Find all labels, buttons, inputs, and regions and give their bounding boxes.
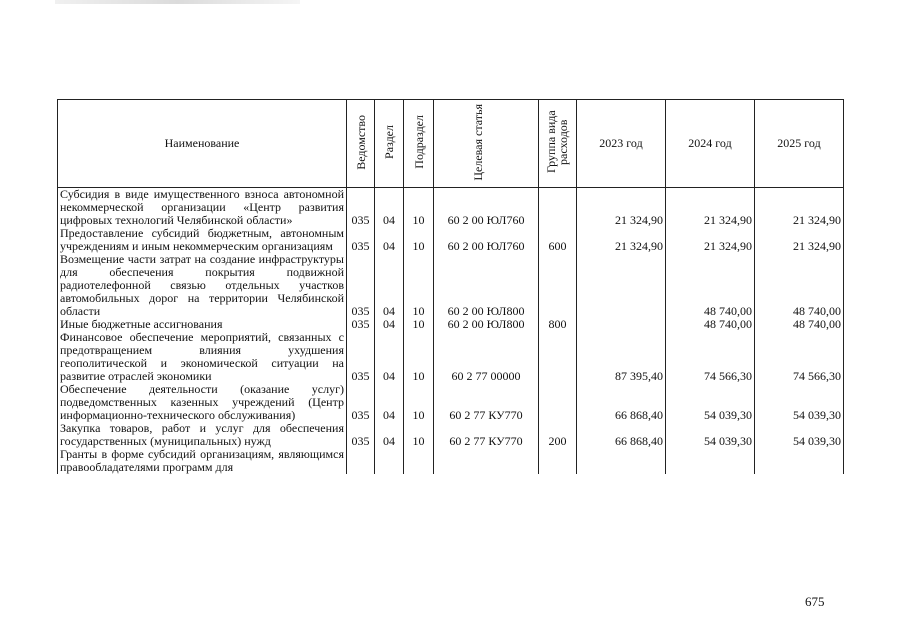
row-2025: 48 740,00	[755, 253, 844, 318]
header-department: Ведомство	[347, 100, 375, 188]
row-department	[347, 448, 375, 474]
row-name: Иные бюджетные ассигнования	[58, 318, 347, 331]
row-department: 035	[347, 188, 375, 228]
row-section: 04	[375, 253, 404, 318]
row-department: 035	[347, 318, 375, 331]
row-name: Финансовое обеспечение мероприятий, связанных с предотвращением влияния ухудшения геополитической и экономической ситуации на развитие отраслей экономики	[58, 331, 347, 383]
row-2024: 54 039,30	[666, 422, 755, 448]
row-department: 035	[347, 422, 375, 448]
row-expense-group: 200	[539, 422, 577, 448]
row-name: Гранты в форме субсидий организациям, являющимся правообладателями программ для	[58, 448, 347, 474]
row-department: 035	[347, 331, 375, 383]
row-section: 04	[375, 383, 404, 422]
row-section	[375, 448, 404, 474]
row-section: 04	[375, 422, 404, 448]
header-year-2023: 2023 год	[577, 100, 666, 188]
row-expense-group: 800	[539, 318, 577, 331]
row-department: 035	[347, 227, 375, 253]
row-2023: 66 868,40	[577, 422, 666, 448]
row-2023: 87 395,40	[577, 331, 666, 383]
row-expense-group	[539, 448, 577, 474]
table-row	[58, 227, 844, 253]
row-2024: 48 740,00	[666, 253, 755, 318]
row-department: 035	[347, 383, 375, 422]
row-2025: 21 324,90	[755, 227, 844, 253]
row-2023	[577, 448, 666, 474]
header-subsection: Подраздел	[404, 100, 434, 188]
row-2025	[755, 448, 844, 474]
row-2025: 21 324,90	[755, 188, 844, 228]
table-row	[58, 383, 844, 422]
row-name: Субсидия в виде имущественного взноса автономной некоммерческой организации «Центр развития цифровых технологий Челябинской области»	[58, 188, 347, 228]
header-section: Раздел	[375, 100, 404, 188]
row-name: Обеспечение деятельности (оказание услуг) подведомственных казенных учреждений (Центр информационно-технического обслуживания)	[58, 383, 347, 422]
budget-table	[57, 99, 844, 474]
row-2024: 74 566,30	[666, 331, 755, 383]
row-expense-group	[539, 331, 577, 383]
row-target-article	[434, 448, 539, 474]
table-header-row	[58, 100, 844, 188]
row-2024: 21 324,90	[666, 188, 755, 228]
row-2025: 74 566,30	[755, 331, 844, 383]
header-name: Наименование	[58, 100, 347, 188]
row-name: Возмещение части затрат на создание инфраструктуры для обеспечения покрытия подвижной радиотелефонной связью отдельных участков автомобильных дорог на территории Челябинской области	[58, 253, 347, 318]
row-2025: 48 740,00	[755, 318, 844, 331]
row-subsection: 10	[404, 227, 434, 253]
row-target-article: 60 2 77 КУ770	[434, 422, 539, 448]
row-section: 04	[375, 318, 404, 331]
row-2024: 21 324,90	[666, 227, 755, 253]
row-2024: 54 039,30	[666, 383, 755, 422]
table-row	[58, 331, 844, 383]
row-name: Закупка товаров, работ и услуг для обеспечения государственных (муниципальных) нужд	[58, 422, 347, 448]
row-2023	[577, 318, 666, 331]
header-year-2024: 2024 год	[666, 100, 755, 188]
row-subsection: 10	[404, 253, 434, 318]
row-2025: 54 039,30	[755, 422, 844, 448]
row-target-article: 60 2 00 ЮЛ800	[434, 253, 539, 318]
table-row	[58, 253, 844, 318]
row-section: 04	[375, 331, 404, 383]
row-subsection: 10	[404, 331, 434, 383]
row-2023	[577, 253, 666, 318]
row-2024	[666, 448, 755, 474]
row-expense-group	[539, 188, 577, 228]
header-expense-group: Группа вида расходов	[539, 100, 577, 188]
row-2023: 21 324,90	[577, 227, 666, 253]
row-expense-group	[539, 253, 577, 318]
row-target-article: 60 2 77 КУ770	[434, 383, 539, 422]
row-expense-group	[539, 383, 577, 422]
table-row	[58, 448, 844, 474]
table-row	[58, 422, 844, 448]
row-subsection: 10	[404, 422, 434, 448]
row-target-article: 60 2 77 00000	[434, 331, 539, 383]
header-target-article: Целевая статья	[434, 100, 539, 188]
row-subsection: 10	[404, 383, 434, 422]
row-2024: 48 740,00	[666, 318, 755, 331]
row-subsection: 10	[404, 318, 434, 331]
page-number: 675	[805, 594, 825, 609]
row-2023: 21 324,90	[577, 188, 666, 228]
row-section: 04	[375, 227, 404, 253]
table-row	[58, 188, 844, 228]
row-department: 035	[347, 253, 375, 318]
header-year-2025: 2025 год	[755, 100, 844, 188]
row-expense-group: 600	[539, 227, 577, 253]
row-target-article: 60 2 00 ЮЛ760	[434, 227, 539, 253]
row-2025: 54 039,30	[755, 383, 844, 422]
row-target-article: 60 2 00 ЮЛ760	[434, 188, 539, 228]
row-section: 04	[375, 188, 404, 228]
scan-artifact	[55, 0, 300, 4]
row-2023: 66 868,40	[577, 383, 666, 422]
row-target-article: 60 2 00 ЮЛ800	[434, 318, 539, 331]
row-subsection: 10	[404, 188, 434, 228]
row-subsection	[404, 448, 434, 474]
row-name: Предоставление субсидий бюджетным, автономным учреждениям и иным некоммерческим организациям	[58, 227, 347, 253]
